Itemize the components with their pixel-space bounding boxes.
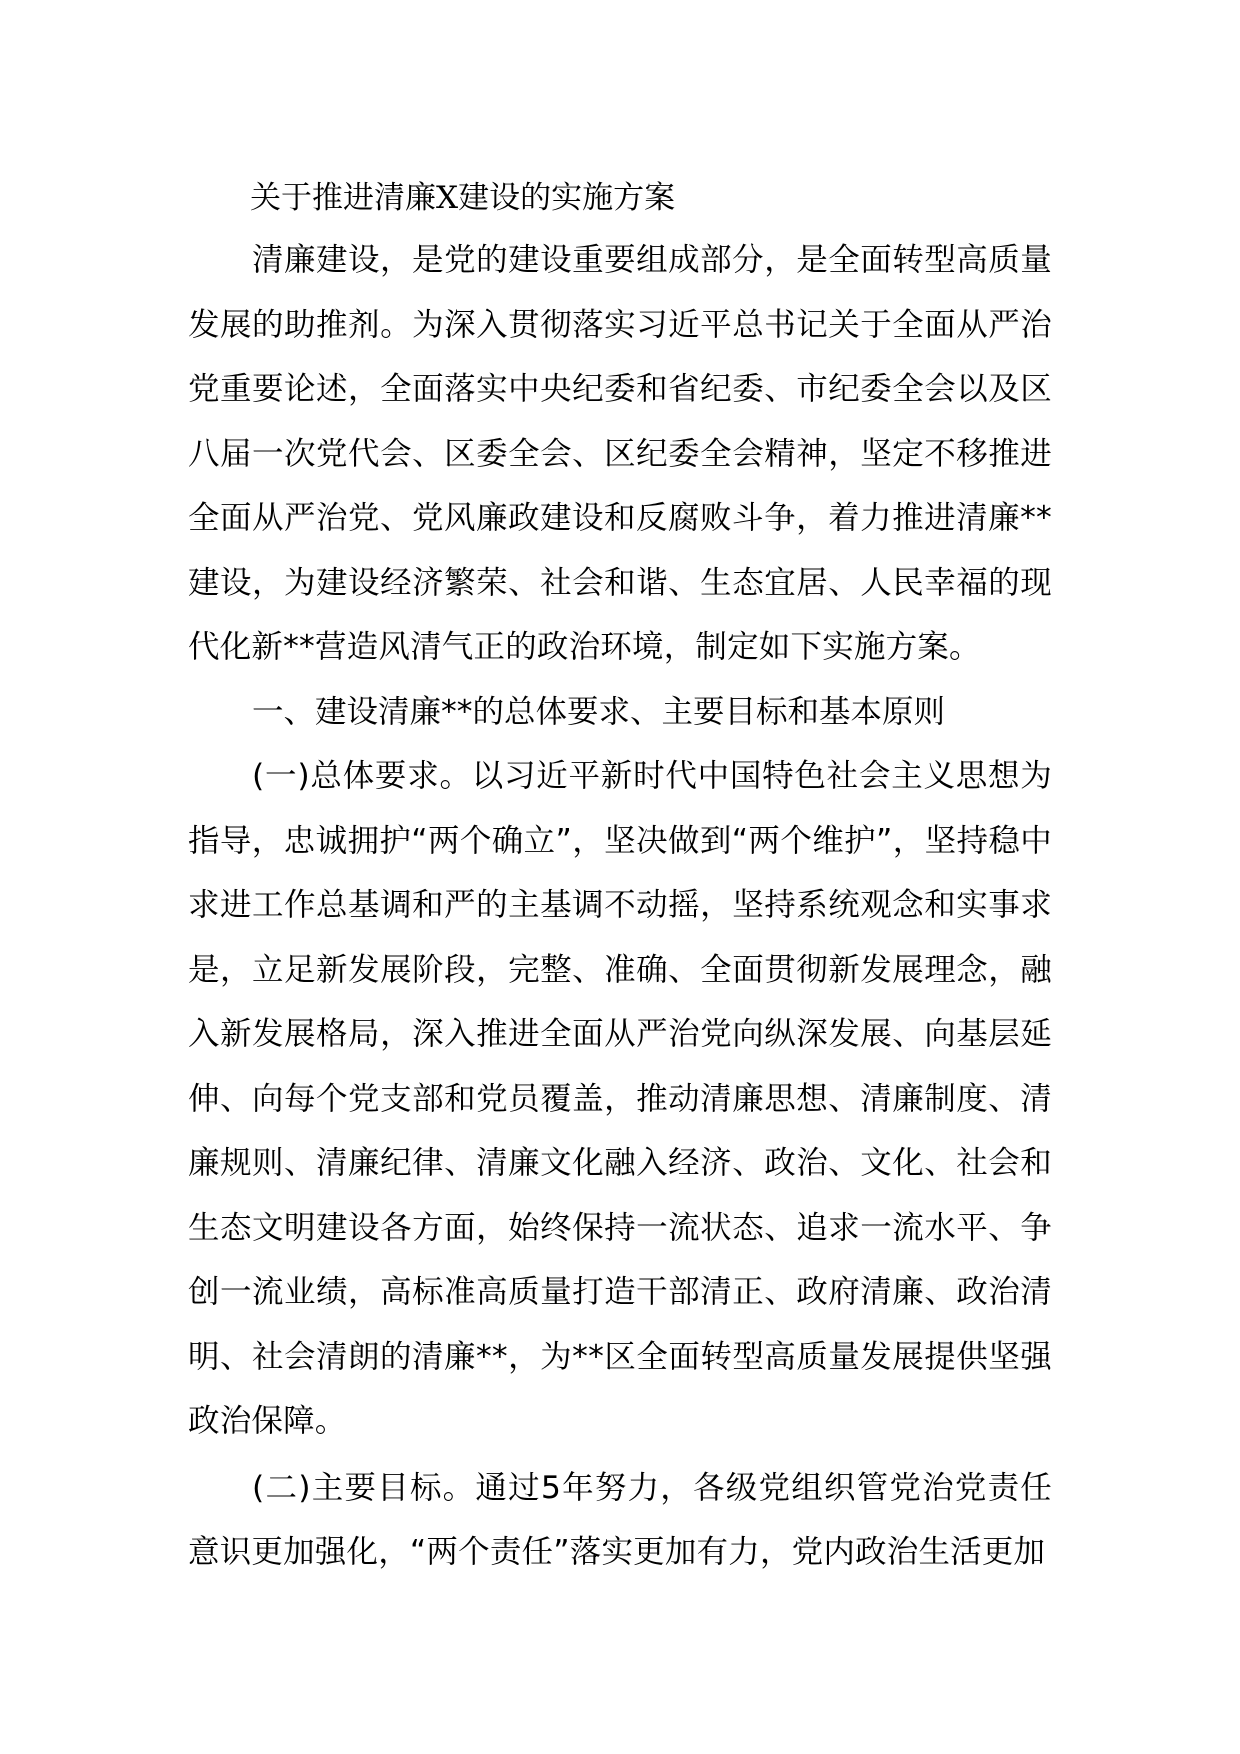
section-heading: 一、建设清廉**的总体要求、主要目标和基本原则 xyxy=(252,693,946,730)
overall-requirements-paragraph: (一)总体要求。以习近平新时代中国特色社会主义思想为指导，忠诚拥护“两个确立”，坚决做到“两个维护”，坚持稳中求进工作总基调和严的主基调不动摇，坚持系统观念和实事求是，立足新发展阶段，完整、准确、全面贯彻新发展理念，融入新发展格局，深入推进全面从严治党向纵深发展、向基层延伸、向每个党支部和党员覆盖，推动清廉思想、清廉制度、清廉规则、清廉纪律、清廉文化融入经济、政治、文化、社会和生态文明建设各方面，始终保持一流状态、追求一流水平、争创一流业绩，高标准高质量打造干部清正、政府清廉、政治清明、社会清朗的清廉**，为**区全面转型高质量发展提供坚强政治保障。 xyxy=(188,758,1052,1439)
main-goals-paragraph: (二)主要目标。通过5年努力，各级党组织管党治党责任意识更加强化，“两个责任”落实更加有力，党内政治生活更加 xyxy=(188,1469,1052,1570)
document-body xyxy=(188,168,1052,1585)
document-title: 关于推进清廉X建设的实施方案 xyxy=(250,180,676,216)
intro-paragraph: 清廉建设，是党的建设重要组成部分，是全面转型高质量发展的助推剂。为深入贯彻落实习近平总书记关于全面从严治党重要论述，全面落实中央纪委和省纪委、市纪委全会以及区八届一次党代会、区委全会、区纪委全会精神，坚定不移推进全面从严治党、党风廉政建设和反腐败斗争，着力推进清廉**建设，为建设经济繁荣、社会和谐、生态宜居、人民幸福的现代化新**营造风清气正的政治环境，制定如下实施方案。 xyxy=(188,242,1052,665)
